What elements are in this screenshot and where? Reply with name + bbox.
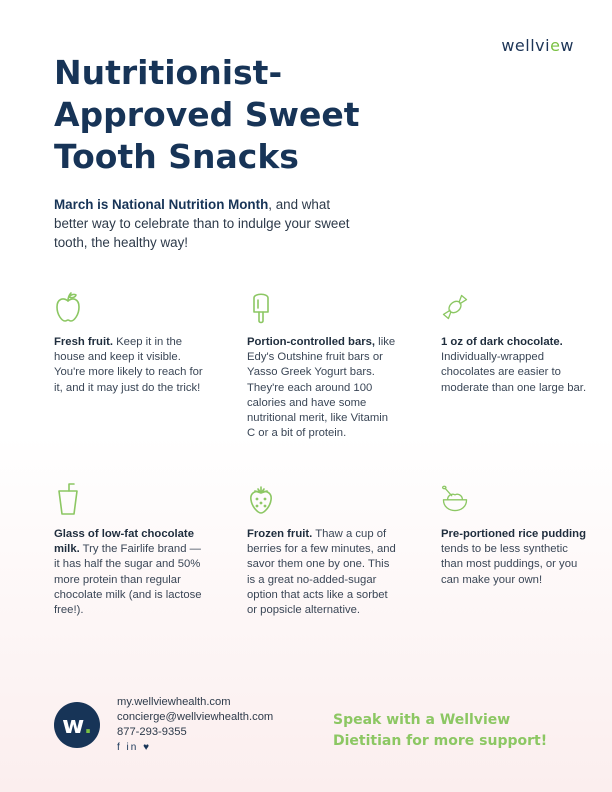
page-title (54, 52, 384, 178)
tip-heading: Portion-controlled bars, (247, 336, 376, 348)
badge-dot: . (84, 714, 92, 738)
tip-text: Thaw a cup of berries for a few minutes, and savor them one by one. This is a great no-added-sugar option that acts like a sorbet or popsicle alternative. (247, 528, 396, 617)
tip-dark-chocolate (441, 290, 591, 396)
tip-text: Individually-wrapped chocolates are easier to moderate than one large bar. (441, 351, 587, 394)
popsicle-icon (247, 290, 275, 324)
tip-chocolate-milk (54, 482, 204, 618)
wellview-logo (501, 36, 574, 55)
tip-portion-bars (247, 290, 397, 441)
intro-bold: March is National Nutrition Month (54, 197, 269, 212)
tip-frozen-fruit (247, 482, 397, 618)
glass-icon (54, 482, 82, 516)
intro-paragraph (54, 195, 364, 252)
logo-text: wellvi (501, 36, 551, 55)
logo-accent-letter: e (550, 36, 561, 55)
wellview-badge-logo (54, 702, 100, 748)
tip-text: Try the Fairlife brand — it has half the sugar and 50% more protein than regular chocolate milk (and is lactose free!). (54, 543, 202, 617)
social-icons[interactable]: f in ♥ (117, 742, 152, 753)
phone-number: 877-293-9355 (117, 726, 187, 738)
pudding-bowl-icon (441, 482, 469, 516)
tip-heading: Pre-portioned rice pudding (441, 528, 586, 540)
badge-letter: w (62, 711, 85, 739)
title-line-1: Nutritionist- (54, 53, 283, 92)
tip-text: Keep it in the house and keep it visible. You're more likely to reach for it, and it may just do the trick! (54, 336, 203, 394)
tip-heading: Fresh fruit. (54, 336, 113, 348)
tip-fresh-fruit (54, 290, 204, 396)
title-line-2: Approved Sweet (54, 95, 360, 134)
strawberry-icon (247, 482, 275, 516)
logo-text-tail: w (560, 36, 574, 55)
tip-rice-pudding (441, 482, 591, 588)
tip-text: like Edy's Outshine fruit bars or Yasso Greek Yogurt bars. They're each around 100 calories and have some nutritional merit, like Vitamin C or a bit of protein. (247, 336, 396, 440)
title-line-3: Tooth Snacks (54, 137, 299, 176)
tip-heading: Frozen fruit. (247, 528, 313, 540)
tip-heading: Glass of low-fat chocolate milk. (54, 528, 194, 556)
tip-heading: 1 oz of dark chocolate. (441, 336, 563, 348)
apple-icon (54, 290, 82, 324)
intro-text: , and what better way to celebrate than to indulge your sweet tooth, the healthy way! (54, 197, 350, 250)
dietitian-cta: Speak with a Wellview Dietitian for more support! (333, 712, 548, 749)
website-link[interactable]: my.wellviewhealth.com (117, 696, 231, 708)
contact-info (117, 695, 273, 755)
tip-text: tends to be less synthetic than most puddings, or you can make your own! (441, 543, 578, 586)
email-link[interactable]: concierge@wellviewhealth.com (117, 711, 274, 723)
candy-icon (441, 290, 469, 324)
